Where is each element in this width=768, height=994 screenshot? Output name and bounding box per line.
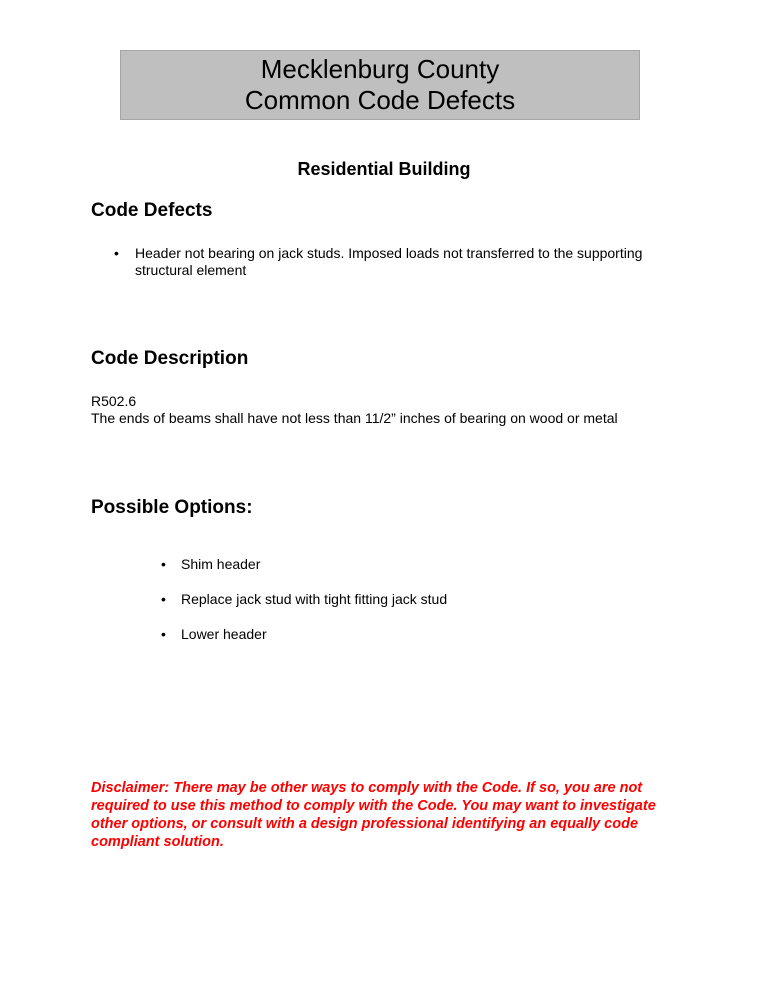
bullet-icon: • [161,626,166,642]
code-defects-heading: Code Defects [91,200,213,221]
bullet-icon: • [161,591,166,607]
code-description-text: The ends of beams shall have not less than 11/2” inches of bearing on wood or metal [91,410,618,426]
document-subtitle: Residential Building [297,159,471,179]
code-defect-item: Header not bearing on jack studs. Imposed loads not transferred to the supporting structural element [135,245,643,278]
option-item: Shim header [181,556,261,572]
code-reference: R502.6 [91,393,137,409]
option-item: Replace jack stud with tight fitting jack stud [181,591,448,607]
bullet-icon: • [161,556,166,572]
disclaimer-text: Disclaimer: There may be other ways to comply with the Code. If so, you are not required to use this method to comply with the Code. You may want to investigate other options, or consult with a design professional identifying an equally code compliant solution. [91,780,656,850]
title-line-2: Common Code Defects [244,85,516,115]
option-item: Lower header [181,626,267,642]
title-line-1: Mecklenburg County [260,54,500,84]
possible-options-heading: Possible Options: [91,497,253,518]
title-box [120,50,640,120]
bullet-icon: • [114,245,119,261]
code-description-heading: Code Description [91,348,249,369]
